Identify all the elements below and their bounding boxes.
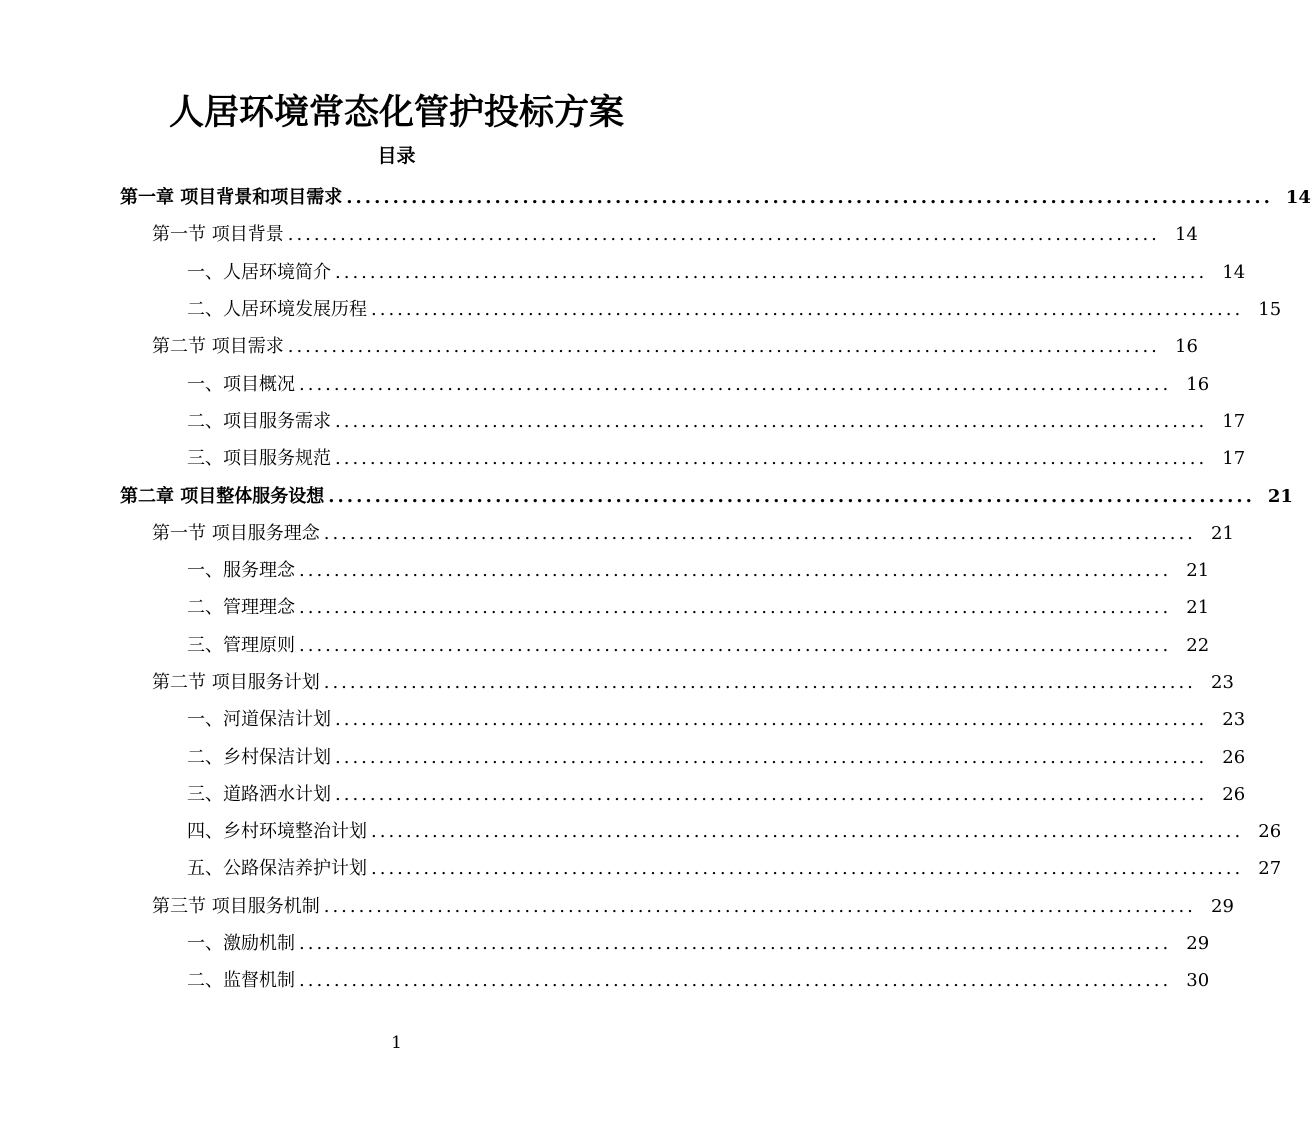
toc-dot-leader: .................................................................................................... xyxy=(335,410,1208,432)
table-of-contents xyxy=(0,179,1311,1000)
page-number: 1 xyxy=(391,1033,402,1053)
toc-subsection-entry[interactable] xyxy=(0,701,1246,738)
toc-subsection-entry[interactable] xyxy=(0,552,1210,589)
toc-subsection-entry[interactable] xyxy=(0,738,1246,775)
toc-chapter-entry[interactable] xyxy=(0,477,1293,514)
toc-dot-leader: .................................................................................................... xyxy=(371,821,1244,843)
toc-subsection-entry[interactable] xyxy=(0,776,1246,813)
toc-entry-label: 三、管理原则 xyxy=(187,634,295,656)
toc-dot-leader: .................................................................................................... xyxy=(335,261,1208,283)
toc-entry-label: 第二章 项目整体服务设想 xyxy=(120,485,325,507)
toc-entry-label: 第一章 项目背景和项目需求 xyxy=(120,187,343,209)
toc-entry-page: 29 xyxy=(1186,933,1210,955)
toc-entry-label: 二、乡村保洁计划 xyxy=(187,746,331,768)
document-title: 人居环境常态化管护投标方案 xyxy=(168,92,624,133)
toc-dot-leader: .................................................................................................... xyxy=(299,373,1172,395)
toc-entry-page: 22 xyxy=(1186,634,1210,656)
toc-entry-page: 14 xyxy=(1285,187,1311,209)
toc-section-entry[interactable] xyxy=(0,515,1234,552)
toc-subsection-entry[interactable] xyxy=(0,589,1210,626)
toc-subsection-entry[interactable] xyxy=(0,440,1246,477)
toc-subsection-entry[interactable] xyxy=(0,627,1210,664)
toc-entry-label: 一、河道保洁计划 xyxy=(187,709,331,731)
toc-section-entry[interactable] xyxy=(0,216,1198,253)
toc-dot-leader: .................................................................................................... xyxy=(346,187,1273,209)
toc-entry-page: 17 xyxy=(1222,448,1246,470)
toc-entry-page: 21 xyxy=(1186,560,1210,582)
toc-entry-page: 16 xyxy=(1186,373,1210,395)
toc-entry-page: 14 xyxy=(1222,261,1246,283)
toc-chapter-entry[interactable] xyxy=(0,179,1311,216)
toc-section-entry[interactable] xyxy=(0,328,1198,365)
toc-entry-label: 第一节 项目服务理念 xyxy=(152,522,320,544)
toc-dot-leader: .................................................................................................... xyxy=(299,933,1172,955)
toc-section-entry[interactable] xyxy=(0,888,1234,925)
toc-entry-page: 17 xyxy=(1222,410,1246,432)
toc-dot-leader: .................................................................................................... xyxy=(323,895,1196,917)
toc-entry-label: 二、项目服务需求 xyxy=(187,410,331,432)
toc-subsection-entry[interactable] xyxy=(0,850,1282,887)
toc-entry-page: 23 xyxy=(1222,709,1246,731)
toc-dot-leader: .................................................................................................... xyxy=(299,634,1172,656)
toc-entry-page: 21 xyxy=(1186,597,1210,619)
toc-dot-leader: .................................................................................................... xyxy=(299,560,1172,582)
toc-entry-label: 三、道路洒水计划 xyxy=(187,783,331,805)
toc-heading: 目录 xyxy=(377,145,416,167)
toc-entry-page: 23 xyxy=(1211,672,1234,693)
toc-dot-leader: .................................................................................................... xyxy=(287,336,1160,358)
toc-entry-label: 三、项目服务规范 xyxy=(187,448,331,470)
toc-entry-page: 26 xyxy=(1258,821,1282,843)
toc-subsection-entry[interactable] xyxy=(0,925,1210,962)
toc-subsection-entry[interactable] xyxy=(0,291,1282,328)
toc-dot-leader: .................................................................................................... xyxy=(335,746,1208,768)
toc-entry-label: 一、激励机制 xyxy=(187,933,295,955)
toc-subsection-entry[interactable] xyxy=(0,813,1282,850)
toc-entry-page: 30 xyxy=(1186,970,1210,992)
toc-dot-leader: .................................................................................................... xyxy=(335,709,1208,731)
toc-subsection-entry[interactable] xyxy=(0,254,1246,291)
toc-subsection-entry[interactable] xyxy=(0,365,1210,402)
toc-entry-label: 一、项目概况 xyxy=(187,373,295,395)
toc-entry-page: 26 xyxy=(1222,783,1246,805)
toc-subsection-entry[interactable] xyxy=(0,962,1210,999)
toc-entry-label: 第一节 项目背景 xyxy=(152,224,284,246)
toc-entry-page: 14 xyxy=(1175,224,1198,246)
toc-entry-label: 二、管理理念 xyxy=(187,597,295,619)
toc-dot-leader: .................................................................................................... xyxy=(335,448,1208,470)
toc-entry-label: 第三节 项目服务机制 xyxy=(152,895,320,917)
toc-entry-page: 27 xyxy=(1258,858,1282,880)
toc-subsection-entry[interactable] xyxy=(0,403,1246,440)
toc-entry-label: 五、公路保洁养护计划 xyxy=(187,858,367,880)
toc-dot-leader: .................................................................................................... xyxy=(287,224,1160,246)
toc-entry-page: 26 xyxy=(1222,746,1246,768)
toc-entry-label: 二、人居环境发展历程 xyxy=(187,299,367,321)
toc-entry-page: 29 xyxy=(1211,895,1234,917)
toc-entry-page: 21 xyxy=(1267,485,1293,507)
toc-entry-label: 一、人居环境简介 xyxy=(187,261,331,283)
toc-entry-label: 第二节 项目需求 xyxy=(152,336,284,358)
toc-dot-leader: .................................................................................................... xyxy=(299,597,1172,619)
toc-dot-leader: .................................................................................................... xyxy=(323,522,1196,544)
toc-dot-leader: .................................................................................................... xyxy=(323,672,1196,693)
toc-dot-leader: .................................................................................................... xyxy=(335,783,1208,805)
toc-entry-label: 四、乡村环境整治计划 xyxy=(187,821,367,843)
toc-entry-page: 15 xyxy=(1258,299,1282,321)
toc-entry-label: 第二节 项目服务计划 xyxy=(152,672,320,693)
toc-dot-leader: .................................................................................................... xyxy=(328,485,1255,507)
toc-section-entry[interactable] xyxy=(0,664,1234,701)
toc-dot-leader: .................................................................................................... xyxy=(371,299,1244,321)
toc-dot-leader: .................................................................................................... xyxy=(371,858,1244,880)
toc-entry-label: 二、监督机制 xyxy=(187,970,295,992)
toc-entry-label: 一、服务理念 xyxy=(187,560,295,582)
toc-entry-page: 21 xyxy=(1211,522,1234,544)
toc-dot-leader: .................................................................................................... xyxy=(299,970,1172,992)
toc-entry-page: 16 xyxy=(1175,336,1198,358)
